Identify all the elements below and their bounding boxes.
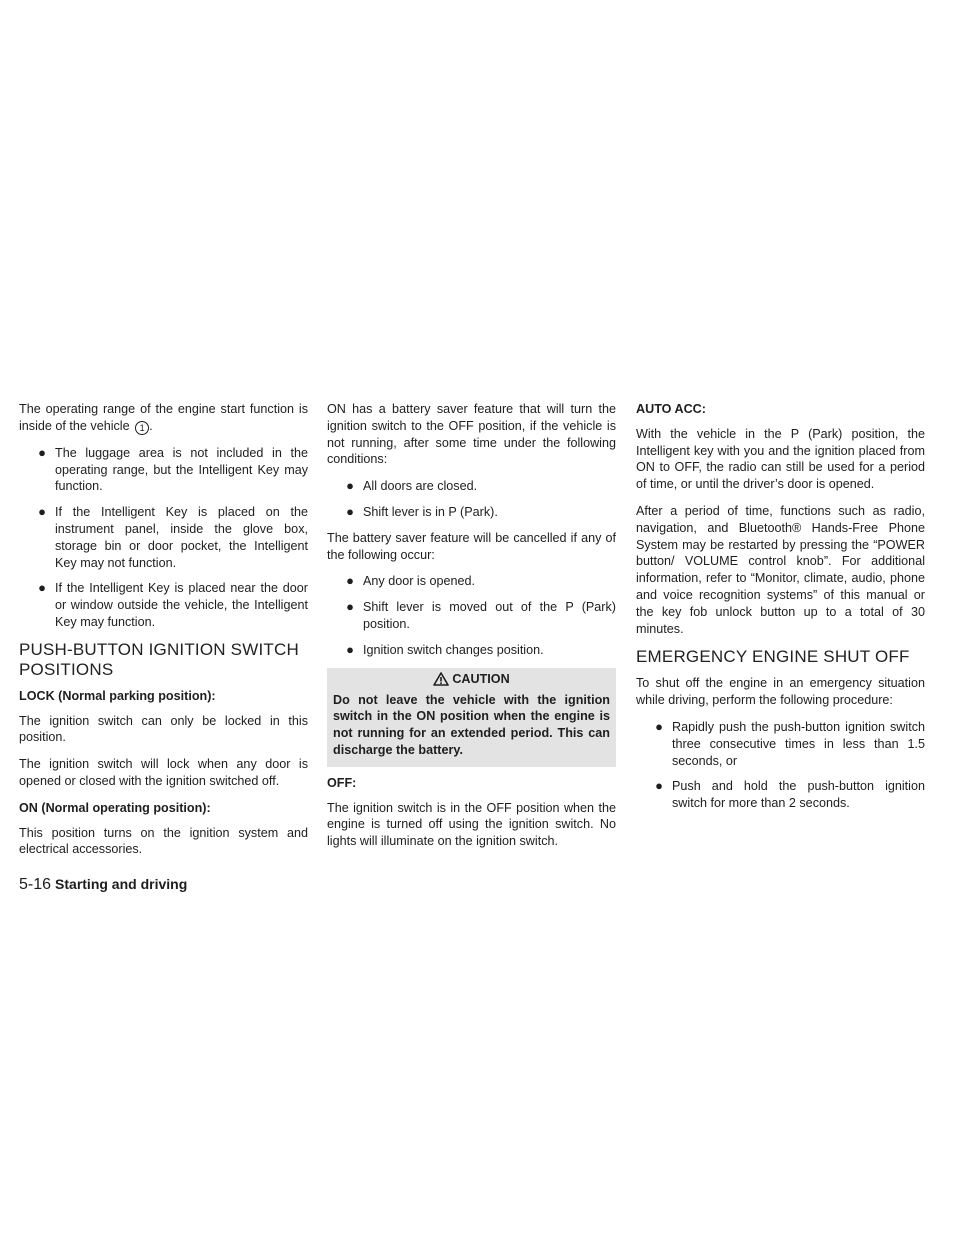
bullet-text: Any door is opened.: [363, 574, 476, 589]
chapter-title: Starting and driving: [55, 876, 188, 892]
list-item: [327, 599, 616, 633]
caution-label: CAUTION: [452, 671, 510, 686]
list-item: [327, 504, 616, 521]
bullet-icon: ●: [346, 478, 354, 494]
intro-text: The operating range of the engine start function is inside of the vehicle: [19, 402, 308, 433]
on-heading: ON (Normal operating position):: [19, 800, 211, 815]
emergency-paragraph-1: To shut off the engine in an emergency situation while driving, perform the following procedure:: [636, 676, 925, 708]
caution-box: [327, 668, 616, 767]
auto-acc-paragraph-2: After a period of time, functions such as radio, navigation, and Bluetooth® Hands-Free Phone System may be restarted by pressing the “POWER button/ VOLUME control knob”. For additional information, refer to “Monitor, climate, audio, phone and voice recognition systems” of this manual or the key fob unlock button up to a total of 30 minutes.: [636, 503, 925, 636]
section-title-emergency-shut-off: EMERGENCY ENGINE SHUT OFF: [636, 647, 910, 667]
page-footer: [19, 876, 187, 894]
page-number: 5-16: [19, 876, 52, 893]
bullet-text: If the Intelligent Key is placed near the door or window outside the vehicle, the Intelligent Key may function.: [55, 581, 308, 629]
section-title-ignition-positions: [19, 640, 308, 680]
bullet-text: If the Intelligent Key is placed on the instrument panel, inside the glove box, storage bin or door pocket, the Intelligent Key may not function.: [55, 505, 308, 570]
bullet-icon: ●: [655, 718, 663, 734]
list-item: [19, 504, 308, 571]
bullet-icon: ●: [346, 599, 354, 615]
bullet-text: Shift lever is moved out of the P (Park) position.: [363, 600, 616, 631]
battery-saver-paragraph: ON has a battery saver feature that will turn the ignition switch to the OFF position, if the vehicle is not running, after some time under the following conditions:: [327, 402, 616, 467]
bullet-text: Rapidly push the push-button ignition switch three consecutive times in less than 1.5 seconds, or: [672, 719, 925, 768]
bullet-text: All doors are closed.: [363, 479, 478, 494]
list-item: [636, 719, 925, 769]
list-item: [19, 445, 308, 495]
bullet-text: The luggage area is not included in the operating range, but the Intelligent Key may function.: [55, 445, 308, 494]
bullet-text: Ignition switch changes position.: [363, 642, 544, 657]
column-3: [636, 401, 925, 821]
bullet-text: Push and hold the push-button ignition switch for more than 2 seconds.: [672, 779, 925, 811]
on-paragraph-1: This position turns on the ignition system and electrical accessories.: [19, 825, 308, 857]
lock-heading: LOCK (Normal parking position):: [19, 688, 216, 703]
caution-header: [333, 672, 610, 686]
bullet-icon: ●: [346, 573, 354, 589]
list-item: [327, 478, 616, 495]
bullet-text: Shift lever is in P (Park).: [363, 504, 498, 519]
callout-marker-1: 1: [135, 421, 149, 435]
column-1: [19, 401, 308, 868]
lock-paragraph-1: The ignition switch can only be locked in this position.: [19, 713, 308, 745]
bullet-icon: ●: [38, 504, 46, 520]
off-heading: OFF:: [327, 775, 357, 790]
bullet-icon: ●: [38, 444, 46, 460]
off-paragraph-1: The ignition switch is in the OFF position when the engine is turned off using the ignition switch. No lights will illuminate on the ignition switch.: [327, 800, 616, 849]
bullet-icon: ●: [346, 503, 354, 519]
caution-text: Do not leave the vehicle with the ignition switch in the ON position when the engine is not running for an extended period. This can discharge the battery.: [333, 692, 610, 757]
bullet-icon: ●: [38, 580, 46, 596]
column-2: [327, 401, 616, 860]
list-item: [19, 580, 308, 630]
cancel-paragraph: The battery saver feature will be cancelled if any of the following occur:: [327, 530, 616, 562]
section-title-line-2: POSITIONS: [19, 659, 114, 679]
list-item: [327, 642, 616, 659]
bullet-icon: ●: [655, 778, 663, 794]
auto-acc-heading: AUTO ACC:: [636, 402, 706, 416]
intro-end: .: [149, 418, 153, 433]
list-item: [636, 778, 925, 812]
lock-paragraph-2: The ignition switch will lock when any door is opened or closed with the ignition switched off.: [19, 757, 308, 788]
intro-paragraph: [19, 401, 308, 435]
bullet-icon: ●: [346, 641, 354, 657]
list-item: [327, 573, 616, 590]
section-title-line-1: PUSH-BUTTON IGNITION SWITCH: [19, 639, 299, 659]
warning-triangle-icon: [433, 672, 449, 686]
auto-acc-paragraph-1: With the vehicle in the P (Park) position, the Intelligent key with you and the ignition placed from ON to OFF, the radio can still be used for a period of time, or until the driver’s door is opened.: [636, 426, 925, 492]
